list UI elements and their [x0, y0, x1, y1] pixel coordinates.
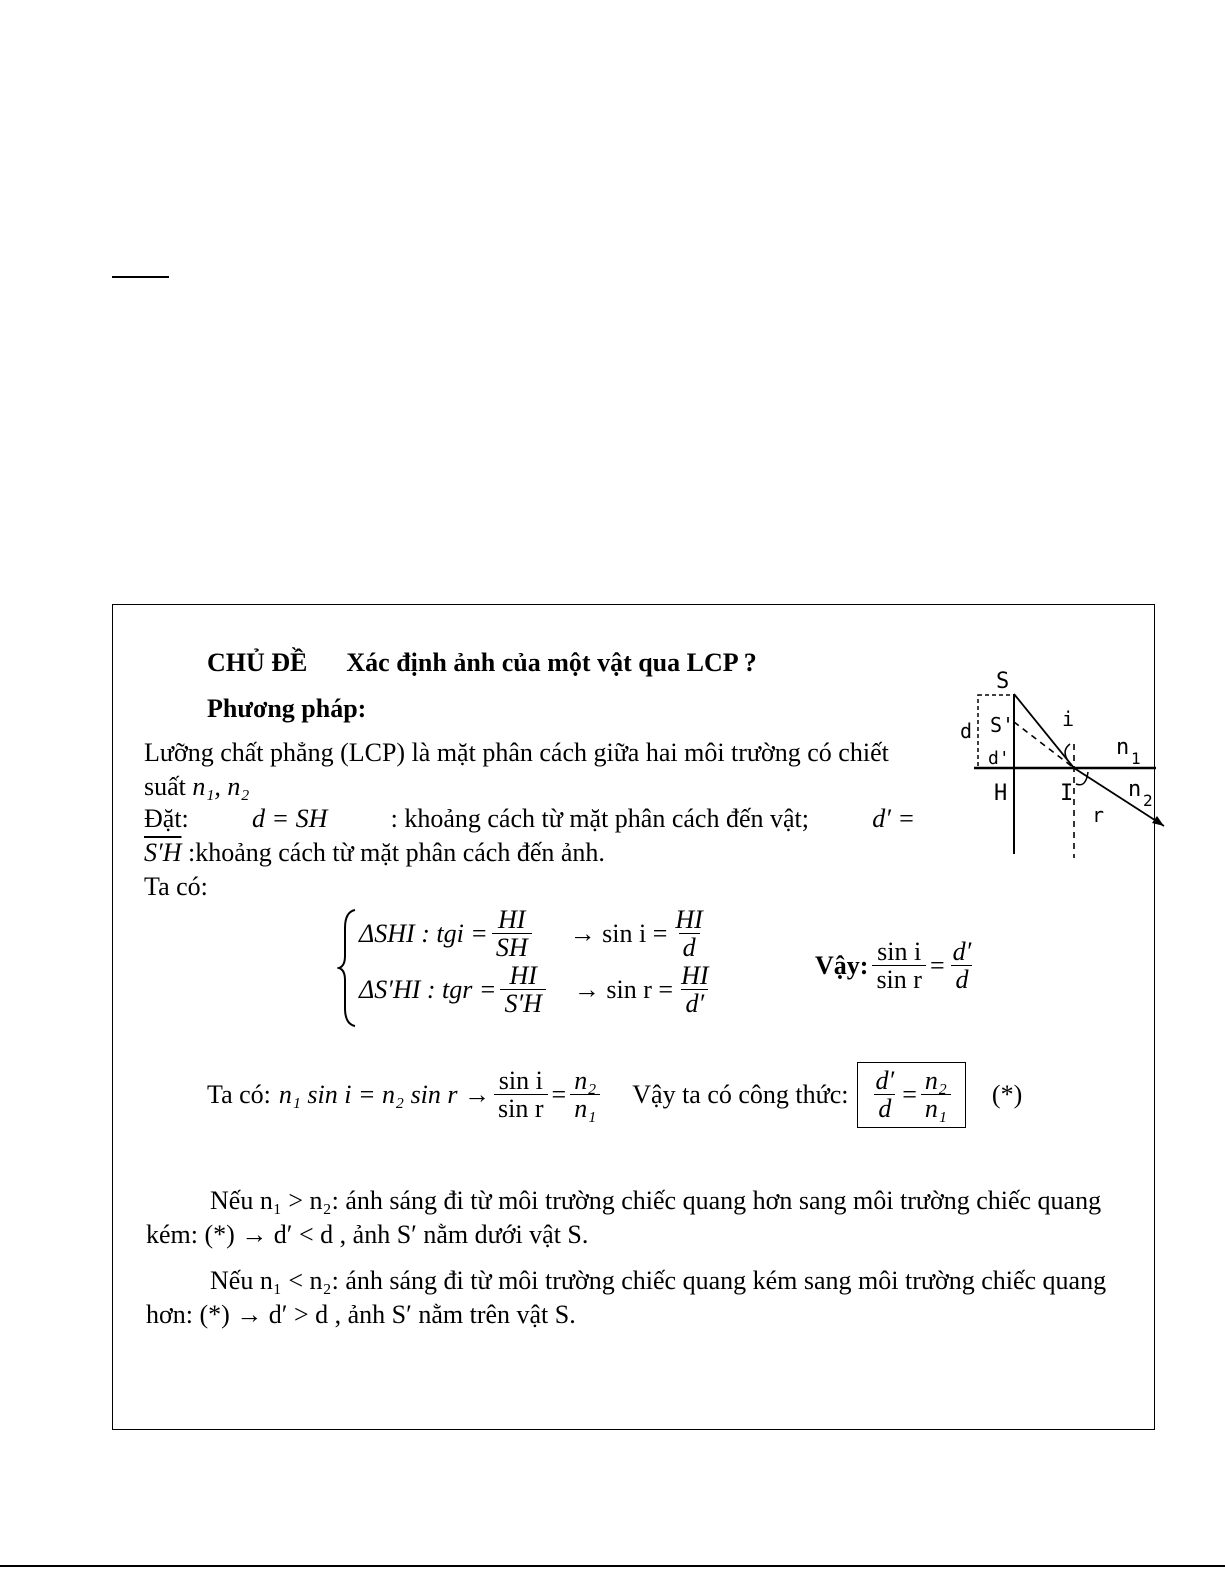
set-d: d = SH: [252, 804, 328, 833]
intro-line-1: Lưỡng chất phẳng (LCP) là mặt phân cách giữa hai môi trường có chiết: [144, 738, 889, 767]
row2-den: S′H: [500, 989, 545, 1017]
snell-num: sin i: [498, 1066, 543, 1095]
row2-rden: d′: [681, 989, 708, 1017]
label-n2: n: [1128, 777, 1142, 802]
case2-line-2: hơn: (*) → d′ > d , ảnh S′ nằm trên vật S.: [146, 1300, 576, 1329]
vay-label: Vậy:: [815, 950, 869, 980]
system-row-1: [359, 906, 711, 962]
row2-num: HI: [509, 961, 537, 990]
formula-box: [857, 1062, 966, 1128]
angle-i-arc: [1065, 744, 1070, 759]
set-line-2: [144, 838, 605, 868]
snell-prefix: Ta có:: [207, 1079, 271, 1109]
snell-rnum: n₂: [574, 1066, 597, 1095]
incident-ray: [1014, 694, 1074, 768]
set-label: Đặt:: [144, 804, 189, 833]
topic-title: Xác định ảnh của một vật qua LCP ?: [346, 648, 757, 677]
label-Sprime: S': [990, 713, 1015, 737]
system-row-2: [359, 962, 717, 1018]
intro-line-2-math: n₁, n₂: [192, 772, 250, 801]
label-n1-sub: 1: [1131, 749, 1141, 768]
page-bottom-rule: [0, 1565, 1225, 1567]
set-line-2-math: S′H: [144, 838, 182, 867]
topic-prefix: CHỦ ĐỀ: [207, 648, 308, 677]
intro-line-2: [144, 772, 249, 802]
label-n1: n: [1116, 735, 1130, 760]
formula-eq: =: [902, 1079, 917, 1109]
row2-rnum: HI: [681, 961, 709, 990]
row1-rnum: HI: [675, 905, 703, 934]
label-d: d: [960, 719, 973, 743]
row1-left: ΔSHI : tgi =: [359, 918, 488, 948]
vay-num: sin i: [877, 937, 922, 966]
formula-num2: n₂: [924, 1066, 947, 1095]
case1-line-1: Nếu n₁ > n₂: ánh sáng đi từ môi trường chiếc quang hơn sang môi trường chiếc quang: [210, 1186, 1102, 1215]
row1-rden: d: [679, 933, 700, 961]
intro-line-2-prefix: suất: [144, 772, 186, 801]
label-n2-sub: 2: [1143, 791, 1153, 810]
we-have-label: Ta có:: [144, 872, 208, 901]
label-dprime: d': [988, 748, 1010, 769]
label-I: I: [1060, 781, 1074, 806]
method-label: Phương pháp:: [207, 694, 367, 723]
vay-rnum: d′: [952, 937, 972, 966]
title-underline: [112, 276, 169, 278]
formula-den1: d: [874, 1094, 895, 1122]
formula-den2: n₁: [921, 1094, 951, 1122]
snell-eq: =: [551, 1079, 567, 1109]
formula-label: Vậy ta có công thức:: [632, 1079, 849, 1109]
set-d-def: : khoảng cách từ mặt phân cách đến vật;: [390, 804, 809, 833]
ray-arrowhead: [1152, 816, 1164, 826]
set-line-1: [144, 804, 915, 834]
snell-rden: n₁: [570, 1094, 600, 1122]
case2-line-1: Nếu n₁ < n₂: ánh sáng đi từ môi trường chiếc quang kém sang môi trường chiếc quang: [210, 1266, 1107, 1295]
system-conclusion: [815, 938, 979, 994]
formula-tag: (*): [991, 1079, 1023, 1109]
formula-num1: d′: [875, 1066, 895, 1095]
vay-rden: d: [951, 965, 972, 993]
label-S: S: [996, 669, 1010, 694]
label-r: r: [1092, 803, 1105, 827]
row2-left: ΔS′HI : tgr =: [359, 974, 497, 1004]
snell-line: [207, 1062, 1022, 1128]
row1-arrow: → sin i =: [569, 918, 668, 948]
row2-arrow: → sin r =: [573, 974, 674, 1004]
row1-num: HI: [498, 905, 526, 934]
topic-heading: [207, 648, 757, 678]
vay-den: sin r: [872, 965, 926, 993]
row1-den: SH: [492, 933, 532, 961]
label-H: H: [994, 781, 1008, 806]
set-line-2-def: :khoảng cách từ mặt phân cách đến ảnh.: [187, 838, 605, 867]
system-brace: [337, 908, 359, 1028]
snell-den: sin r: [494, 1094, 548, 1122]
case1-line-2: kém: (*) → d′ < d , ảnh S′ nằm dưới vật S.: [146, 1220, 589, 1249]
set-dprime: d′ =: [872, 804, 915, 833]
refraction-diagram: [950, 660, 1170, 860]
vay-eq: =: [929, 950, 945, 980]
label-i: i: [1062, 707, 1075, 731]
snell-math: n₁ sin i = n₂ sin r →: [278, 1079, 491, 1109]
